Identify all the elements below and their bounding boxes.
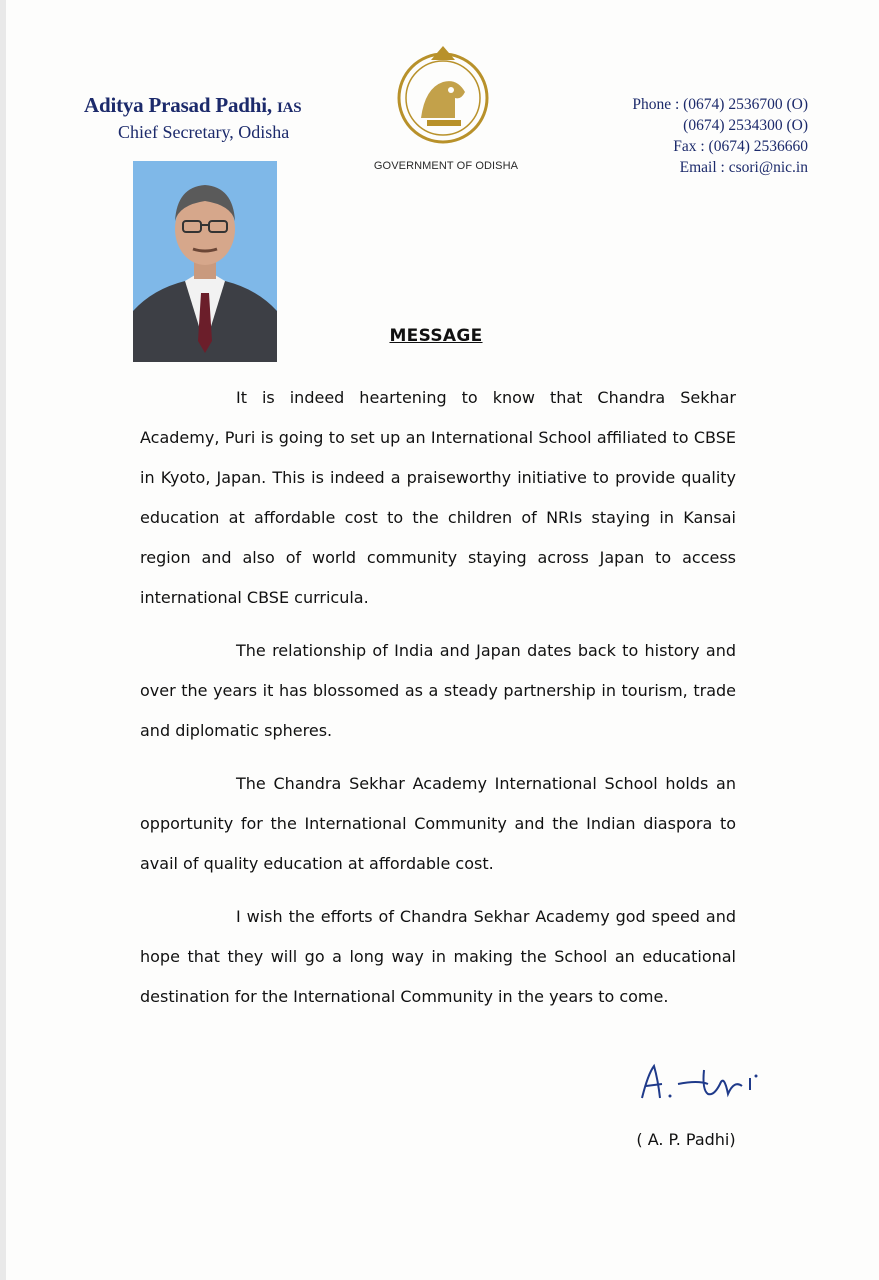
sender-name: Aditya Prasad Padhi, IAS (84, 93, 302, 117)
email-address: Email : csori@nic.in (679, 159, 808, 176)
sender-suffix: IAS (277, 100, 302, 116)
sender-block (84, 93, 344, 143)
phone-primary: Phone : (0674) 2536700 (O) (632, 96, 808, 113)
fax-number: Fax : (0674) 2536660 (673, 138, 808, 155)
message-paragraph: It is indeed heartening to know that Chandra Sekhar Academy, Puri is going to set up an International School affiliated to CBSE in Kyoto, Japan. This is indeed a praiseworthy initiative to provide quality education at affordable cost to the children of NRIs staying in Kansai region and also of world community staying across Japan to access international CBSE curricula. (140, 388, 736, 607)
government-label: GOVERNMENT OF ODISHA (373, 160, 519, 172)
handwritten-signature (638, 1060, 778, 1110)
portrait-photo (133, 161, 277, 362)
government-of-odisha-emblem-icon (391, 40, 495, 152)
message-heading: MESSAGE (389, 326, 483, 346)
signatory-name: ( A. P. Padhi) (636, 1130, 736, 1149)
message-paragraph: I wish the efforts of Chandra Sekhar Academy god speed and hope that they will go a long way in making the School an educational destination for the International Community in the years to come. (140, 907, 736, 1006)
contact-block (566, 94, 808, 178)
sender-title: Chief Secretary, Odisha (118, 122, 290, 142)
phone-secondary: (0674) 2534300 (O) (683, 117, 808, 134)
message-paragraph: The Chandra Sekhar Academy International School holds an opportunity for the International Community and the Indian diaspora to avail of quality education at affordable cost. (140, 774, 736, 873)
message-paragraph: The relationship of India and Japan dates back to history and over the years it has blossomed as a steady partnership in tourism, trade and diplomatic spheres. (140, 641, 736, 740)
message-body (140, 378, 736, 1030)
